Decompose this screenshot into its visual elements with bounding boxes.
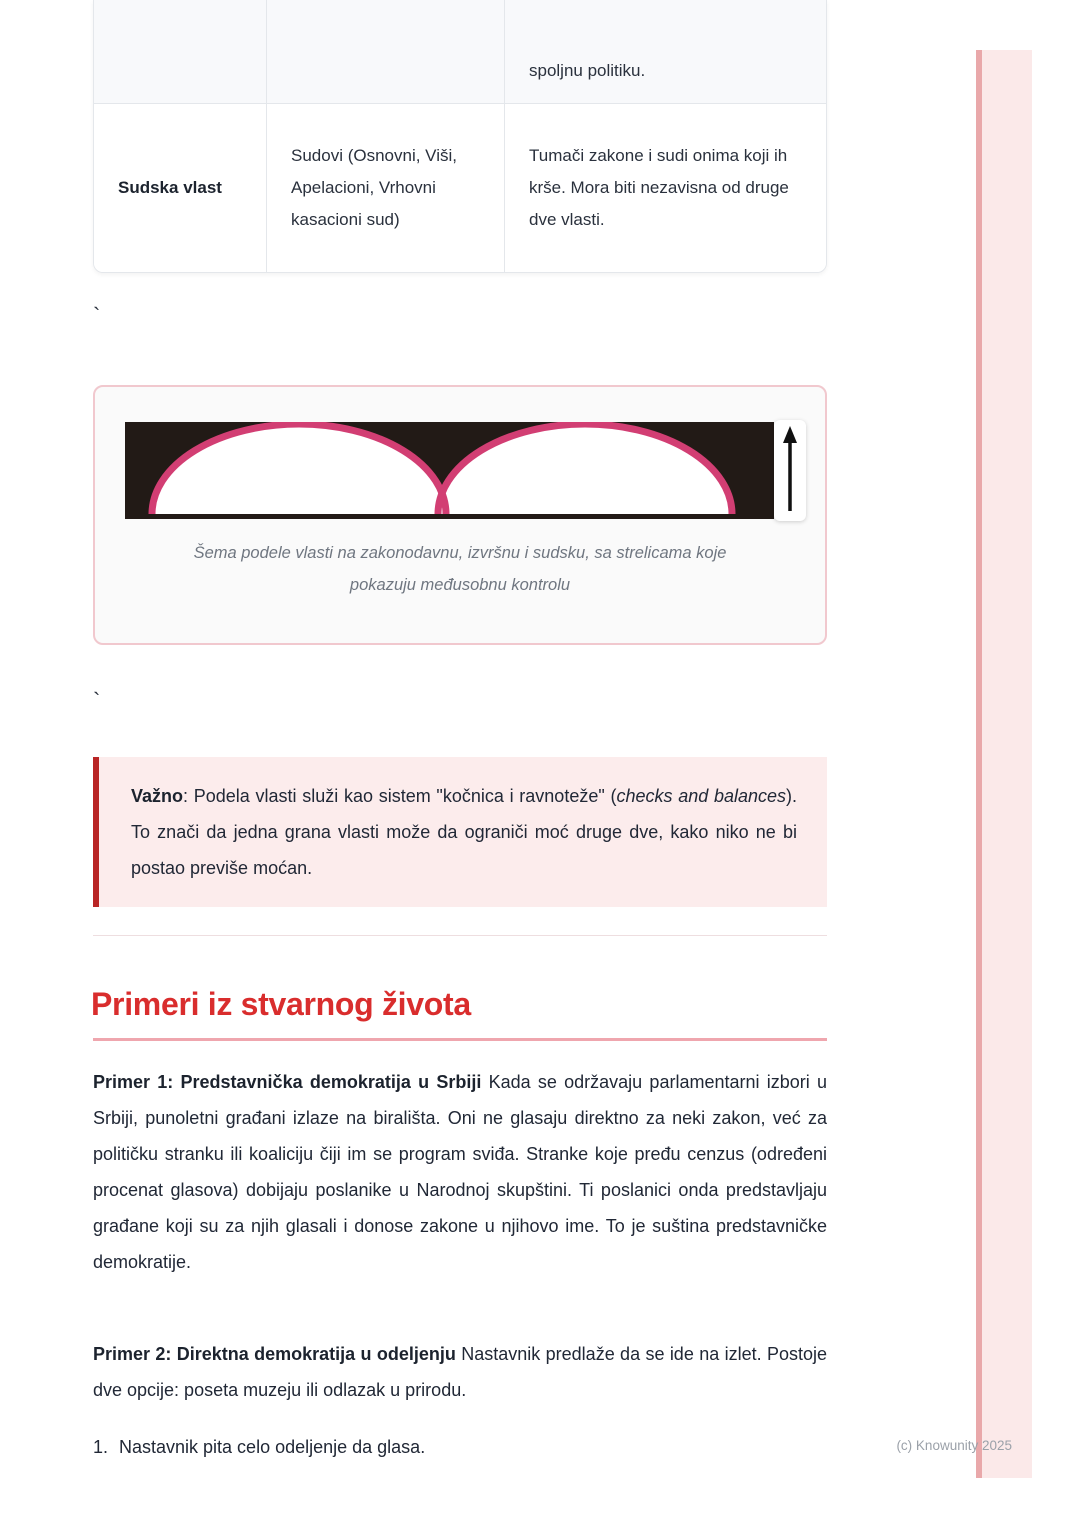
stray-backtick: ` <box>93 303 101 328</box>
powers-table <box>93 0 827 273</box>
list-item-text: Nastavnik pita celo odeljenje da glasa. <box>119 1437 426 1457</box>
paragraph-primer-1: Primer 1: Predstavnička demokratija u Srbiji Kada se održavaju parlamentarni izbori u Srbiji, punoletni građani izlaze na birališta. Oni ne glasaju direktno za neki zakon, već za političku stranku ili koaliciju čiji im se program sviđa. Stranke koje pređu cenzus (određeni procenat glasova) dobijaju poslanike u Narodnoj skupštini. Ti poslanici onda predstavljaju građane koji su za njih glasali i donose zakone u njihovo ime. To je suština predstavničke demokratije. <box>93 1072 827 1272</box>
ordered-list <box>93 1432 827 1462</box>
stray-backtick: ` <box>93 688 101 713</box>
section-heading: Primeri iz stvarnog života <box>91 986 471 1022</box>
table-row <box>94 0 826 103</box>
side-stripe <box>976 50 1032 1478</box>
table-cell-branch: Sudska vlast <box>118 178 222 197</box>
list-item-number: 1. <box>93 1437 109 1457</box>
figure-caption-text: Šema podele vlasti na zakonodavnu, izvršnu i sudsku, sa strelicama koje pokazuju međusobnu kontrolu <box>193 544 727 594</box>
section-divider <box>93 935 827 936</box>
arcs-diagram <box>125 422 774 519</box>
callout-label: Važno <box>131 786 184 806</box>
figure-caption <box>95 537 825 601</box>
up-arrow-icon <box>774 420 806 521</box>
heading-underline <box>93 1038 827 1041</box>
paragraph-lead: Primer 1: Predstavnička demokratija u Srbiji <box>93 1072 482 1092</box>
table-cell-description: Tumači zakone i sudi onima koji ih krše. Mora biti nezavisna od druge dve vlasti. <box>504 104 826 272</box>
list-item <box>93 1432 827 1462</box>
table-cell-bodies: Sudovi (Osnovni, Viši, Apelacioni, Vrhovni kasacioni sud) <box>266 104 504 272</box>
callout-text: Važno: Podela vlasti služi kao sistem "kočnica i ravnoteže" (checks and balances). To znači da jedna grana vlasti može da ograniči moć druge dve, kako niko ne bi postao previše moćan. <box>131 786 797 878</box>
table-row <box>94 103 826 272</box>
watermark: (c) Knowunity 2025 <box>896 1438 1012 1453</box>
callout-italic-phrase: checks and balances <box>616 786 786 806</box>
paragraph-primer-2: Primer 2: Direktna demokratija u odeljenju Nastavnik predlaže da se ide na izlet. Postoje dve opcije: poseta muzeju ili odlazak u prirodu. <box>93 1344 827 1400</box>
table-cell-bodies <box>266 0 504 103</box>
paragraph-lead: Primer 2: Direktna demokratija u odeljenju <box>93 1344 456 1364</box>
table-cell-branch <box>94 0 266 103</box>
figure-image <box>125 422 774 519</box>
table-cell-description: spoljnu politiku. <box>504 0 826 103</box>
important-callout <box>93 757 827 907</box>
figure-card <box>93 385 827 645</box>
